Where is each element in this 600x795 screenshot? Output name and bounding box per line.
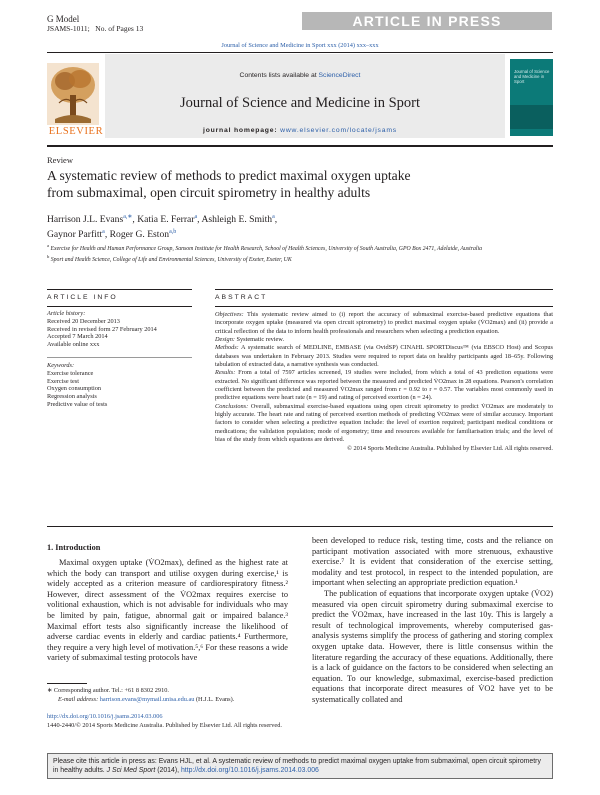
intro-left-column <box>47 558 288 664</box>
homepage-link[interactable]: www.elsevier.com/locate/jsams <box>280 127 397 134</box>
section-label: Review <box>47 155 73 165</box>
keyword: Oxygen consumption <box>47 385 102 393</box>
intro-paragraph: been developed to reduce risk, testing time, costs and the reliance on participant motivation associated with more strenuous, exhaustive exercise.⁷ It is evident that consideration of the exercise setting, modality and test protocol, in respect to the intended population, are important when selecting an appropriate prediction equation.¹ <box>312 536 553 588</box>
journal-title: Journal of Science and Medicine in Sport <box>180 95 420 111</box>
publisher-wordmark: ELSEVIER <box>48 126 104 137</box>
gmodel-label: G Model <box>47 14 80 24</box>
abstract-body <box>215 311 553 453</box>
intro-paragraph: The publication of equations that incorporate oxygen uptake (V̇O2) measured via open circuit spirometry during submaximal exercise to predict the V̇O2max, have increased in the last 10y. This is largely a result of technological improvements, whereby computerised gas-analysis systems simplify the process of gathering and storing complex oxygen uptake data. However, there is little consensus within the literature regarding the accuracy of these equations. Additionally, there is a lack of guidance on the factors to be considered when selecting an equation. To our knowledge, submaximal, exercise-based prediction equations that incorporate direct measures of V̇O2 have yet to be systematically collated and <box>312 588 553 704</box>
history-item: Received in revised form 27 February 2014 <box>47 325 157 333</box>
intro-paragraph: Maximal oxygen uptake (V̇O2max), defined as the highest rate at which the body can transport and utilise oxygen during exercise,¹ is widely accepted as a criterion measure of cardiorespiratory fitness.² However, direct assessment of the V̇O2max requires exercise to volitional exhaustion, which is not advisable for individuals who may be limited by pain, fatigue, abnormal gait or impaired balance.³ Maximal effort tests also significantly increase the likelihood of adverse cardiac events in elderly and cardiac patients.⁴ Furthermore, they require a very high level of motivation.⁵,⁶ For these reasons a wide variety of submaximal testing protocols have <box>47 558 288 663</box>
journal-cover-thumbnail <box>510 59 553 136</box>
doi-link[interactable]: http://dx.doi.org/10.1016/j.jsams.2014.03.006 <box>47 713 163 720</box>
abstract-results: Results: From a total of 7597 articles screened, 19 studies were included, from which a total of 43 prediction equations were extracted. No significant difference was reported between the measured and predicted V̇O2max in 28 equations. Pearson's correlation coefficient between the predicted and measured V̇O2max ranged from r = 0.92 to r = 0.57. The variables most commonly used in predictive equations were heart rate (n = 19) and rating of perceived exertion (n = 24). <box>215 369 553 402</box>
footnote-rule <box>47 683 87 684</box>
keywords-label: Keywords: <box>47 362 75 369</box>
abstract-objectives: Objectives: This systematic review aimed to (i) report the accuracy of submaximal exercise-based predictive equations that incorporate oxygen uptake (measured via open circuit spirometry) to predict maximal oxygen uptake (V̇O2max) and (ii) provide a critical reflection of the data to inform health professionals and researchers when selecting a prediction equation. <box>215 311 553 335</box>
intro-right-column <box>312 536 553 706</box>
abstract-rule <box>215 306 553 307</box>
author: Ashleigh E. Smith$^a$, <box>201 214 278 226</box>
affiliations <box>47 242 507 264</box>
notice-doi-link[interactable]: http://dx.doi.org/10.1016/j.jsams.2014.03.006 <box>179 767 319 774</box>
email-label: E-mail address: <box>58 696 99 703</box>
info-top-rule <box>47 289 192 290</box>
article-ref: JSAMS-1011; <box>47 24 90 33</box>
affiliation: $^a$ Exercise for Health and Human Performance Group, Sansom Institute for Health Research, School of Health Sciences, University of South Australia, GPO Box 2471, Adelaide, Australia <box>47 243 482 252</box>
keywords <box>47 362 192 409</box>
email-link[interactable]: harrison.evans@mymail.unisa.edu.au <box>99 696 195 703</box>
info-divider <box>47 357 192 358</box>
corresponding-author-note: ∗ Corresponding author. Tel.: +61 8 8302 2910. <box>47 687 169 694</box>
title-line-2: from submaximal, open circuit spirometry in healthy adults <box>47 185 371 200</box>
masthead-bottom-rule <box>47 145 553 147</box>
running-header-left <box>47 14 143 34</box>
email-note <box>58 696 278 704</box>
journal-homepage-line <box>47 127 553 134</box>
abstract-top-rule <box>215 289 553 290</box>
history-item: Available online xxx <box>47 341 100 349</box>
notice-text: Please cite this article in press as: Evans HJL, et al. A systematic review of methods to predict maximal oxygen uptake from submaximal, open circuit spirometry in healthy adults. <box>53 758 541 774</box>
abstract-bottom-rule <box>47 526 553 527</box>
author: Gaynor Parfitt$^a$, <box>47 229 110 241</box>
sciencedirect-link[interactable]: ScienceDirect <box>318 72 361 79</box>
info-rule <box>47 306 192 307</box>
homepage-label: journal homepage: <box>203 127 278 134</box>
contents-line <box>47 72 553 79</box>
page-count: No. of Pages 13 <box>95 24 144 33</box>
abstract-methods: Methods: A systematic search of MEDLINE, EMBASE (via OvidSP) CINAHL SPORTDiscus™ (via EBSCO Host) and Scopus databases was undertaken in February 2013. Studies were required to report data on healthy participants aged 18–65y. Following tabulation of extracted data, a narrative synthesis was conducted. <box>215 344 553 369</box>
abstract-design: Design: Systematic review. <box>215 336 285 344</box>
author-list <box>47 211 547 241</box>
title-line-1: A systematic review of methods to predict maximal oxygen uptake <box>47 168 411 183</box>
contents-prefix: Contents lists available at <box>239 72 317 79</box>
affiliation: $^b$ Sport and Health Science, College of Life and Environmental Sciences, University of Exeter, Exeter, UK <box>47 253 292 263</box>
author: Harrison J.L. Evans$^{a,∗}$, <box>47 214 138 226</box>
email-suffix: (H.J.L. Evans). <box>194 696 235 703</box>
copyright-line: © 2014 Sports Medicine Australia. Published by Elsevier Ltd. All rights reserved. <box>347 444 553 452</box>
abstract-heading: ABSTRACT <box>215 294 268 301</box>
journal-reference-link[interactable]: Journal of Science and Medicine in Sport xxx (2014) xxx–xxx <box>221 42 379 49</box>
article-title <box>47 167 547 201</box>
keyword: Regression analysis <box>47 393 97 401</box>
article-in-press-banner: ARTICLE IN PRESS <box>302 12 552 30</box>
keyword: Predictive value of tests <box>47 400 108 408</box>
keyword: Exercise tolerance <box>47 369 94 377</box>
keyword: Exercise test <box>47 377 79 385</box>
cover-band <box>510 105 553 129</box>
article-history <box>47 310 192 349</box>
history-item: Received 20 December 2013 <box>47 317 120 325</box>
citation-notice <box>47 753 553 779</box>
notice-journal: J Sci Med Sport <box>104 767 156 774</box>
intro-heading: 1. Introduction <box>47 543 101 552</box>
author: Katia E. Ferrar$^a$, <box>137 214 202 226</box>
cover-title: Journal of Science and Medicine in Sport <box>514 69 550 84</box>
issn-note: 1440-2440/© 2014 Sports Medicine Australia. Published by Elsevier Ltd. All rights reserved. <box>47 722 282 729</box>
masthead-top-rule <box>47 52 553 53</box>
article-info-heading: ARTICLE INFO <box>47 294 118 301</box>
author: Roger G. Eston$^{a,b}$ <box>109 229 177 241</box>
history-item: Accepted 7 March 2014 <box>47 333 108 341</box>
doi-note <box>47 713 267 721</box>
history-label: Article history: <box>47 310 86 317</box>
notice-year: (2014), <box>155 767 180 774</box>
abstract-conclusions: Conclusions: Overall, submaximal exercise-based equations using open circuit spirometry to predict V̇O2max are moderately to highly accurate. The heart rate and rating of perceived exertion methods of predicting V̇O2max were of similar accuracy. Important factors to consider when selecting a predictive equation include: the level of exertion required; participant medical conditions or medications; the validation population; mode of ergometry; time and resources available for familiarisation trials; and the level of bias of the study from which equations are derived. <box>215 402 553 444</box>
